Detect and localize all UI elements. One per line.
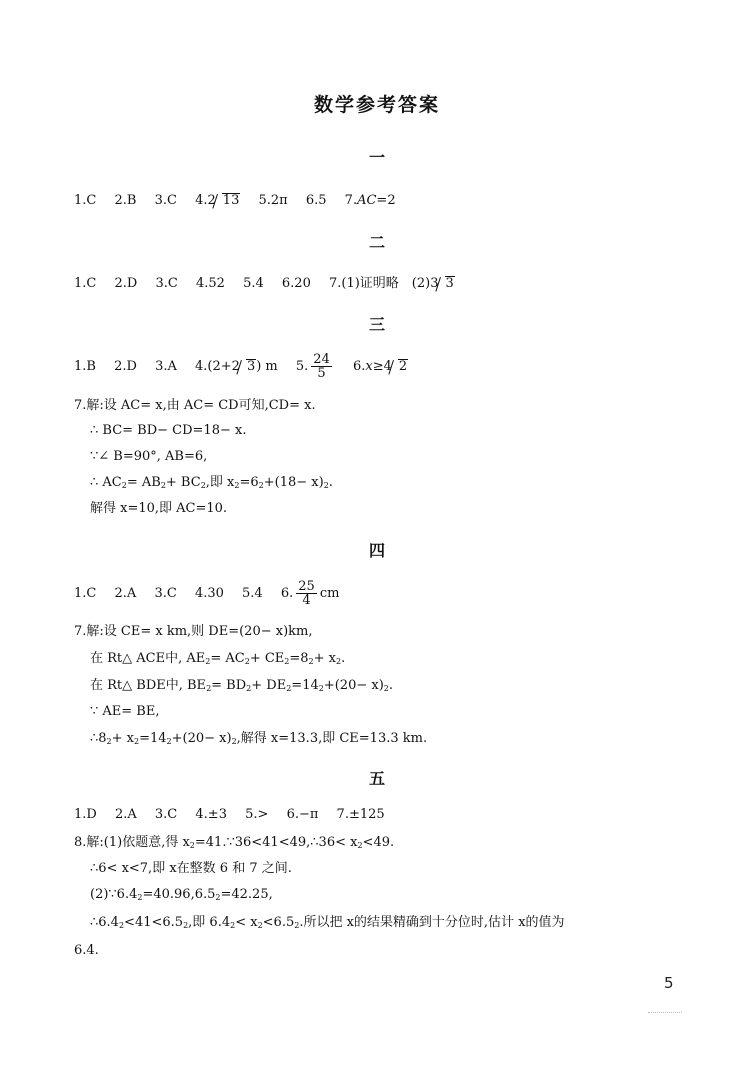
answer: 3.C xyxy=(154,807,178,822)
page-title: 数学参考答案 xyxy=(313,94,440,116)
exponent: 2 xyxy=(318,684,324,693)
answer: 5.> xyxy=(245,807,269,822)
exponent: 2 xyxy=(215,893,221,902)
answer: 4.30 xyxy=(194,586,224,601)
answers-line-s2 xyxy=(74,276,455,292)
radical: 3 xyxy=(246,359,256,374)
text: +(20− x) xyxy=(171,731,232,746)
text: + DE xyxy=(251,678,287,693)
solution-line: ∴ BC= BD− CD=18− x. xyxy=(90,423,247,438)
answer: 1.D xyxy=(74,807,97,822)
text: 在 Rt△ ACE中, AE xyxy=(90,651,206,666)
text: (2)∵6.4 xyxy=(90,887,138,902)
answer: 4.±3 xyxy=(195,807,227,822)
solution-line: 7.解:设 AC= x,由 AC= CD可知,CD= x. xyxy=(74,398,316,413)
exponent: 2 xyxy=(231,737,237,746)
text: ∴6.4 xyxy=(90,915,119,930)
solution-line: ∵∠ B=90°, AB=6, xyxy=(90,449,208,464)
text: + x xyxy=(313,651,336,666)
solution-line: ∵ AE= BE, xyxy=(90,704,160,719)
text: = AC xyxy=(210,651,245,666)
text: + x xyxy=(111,731,134,746)
text: = AB xyxy=(126,475,161,490)
solution-line: 6.4. xyxy=(74,943,99,958)
answers-line-s5 xyxy=(74,807,385,823)
fraction xyxy=(296,580,317,607)
text: . xyxy=(388,678,393,693)
exponent: 2 xyxy=(246,684,252,693)
answer: 3.A xyxy=(155,359,177,374)
text: =40.96,6.5 xyxy=(142,887,216,902)
answer: 2.B xyxy=(114,193,137,208)
exponent: 2 xyxy=(106,737,112,746)
numerator: 25 xyxy=(298,579,315,594)
exponent: 2 xyxy=(183,921,189,930)
answer: 6. xyxy=(352,359,366,374)
solution-line xyxy=(90,651,345,670)
answer: 7.(1)证明略 (2)3 xyxy=(328,276,439,291)
text: .所以把 x的结果精确到十分位时,估计 x的值为 xyxy=(299,915,565,930)
text: < x xyxy=(235,915,258,930)
exponent: 2 xyxy=(294,921,300,930)
solution-line xyxy=(90,731,427,750)
section-heading-5: 五 xyxy=(368,769,385,788)
radical: 13 xyxy=(222,193,240,208)
text: ∴ AC xyxy=(90,475,122,490)
answer: 3.C xyxy=(154,586,177,601)
answer: 4.2 xyxy=(195,193,216,208)
solution-line xyxy=(90,678,393,697)
exponent: 2 xyxy=(357,841,363,850)
variable: AC xyxy=(357,193,377,208)
exponent: 2 xyxy=(166,737,172,746)
variable: x xyxy=(365,359,373,374)
text: = BD xyxy=(211,678,247,693)
text: 8.解:(1)依题意,得 x xyxy=(74,835,190,850)
solution-line xyxy=(90,887,273,906)
exponent: 2 xyxy=(206,684,212,693)
text: + BC xyxy=(165,475,201,490)
exponent: 2 xyxy=(323,481,329,490)
answers-line-s1 xyxy=(74,193,396,209)
exponent: 2 xyxy=(257,921,263,930)
answer: 7. xyxy=(344,193,358,208)
text: +(20− x) xyxy=(323,678,384,693)
text: =8 xyxy=(289,651,309,666)
answer: 6.20 xyxy=(281,276,311,291)
exponent: 2 xyxy=(205,657,211,666)
answers-line-s3 xyxy=(74,353,408,380)
text: =41.∵36<41<49,∴36< x xyxy=(194,835,358,850)
section-heading-4: 四 xyxy=(368,541,385,560)
solution-line xyxy=(74,835,394,854)
answer: 1.B xyxy=(74,359,96,374)
exponent: 2 xyxy=(308,657,314,666)
exponent: 2 xyxy=(383,684,389,693)
decorative-dots xyxy=(648,1012,682,1013)
answer: =2 xyxy=(376,193,396,208)
unit: cm xyxy=(319,586,340,601)
text: <41<6.5 xyxy=(124,915,184,930)
text: . xyxy=(328,475,333,490)
answer: ) m xyxy=(256,359,278,374)
answer: 4.52 xyxy=(195,276,225,291)
fraction xyxy=(311,353,332,380)
exponent: 2 xyxy=(160,481,166,490)
text: ∴8 xyxy=(90,731,107,746)
text: + CE xyxy=(249,651,285,666)
answer: 4.(2+2 xyxy=(195,359,240,374)
answer: 3.C xyxy=(154,193,177,208)
answer: ≥4 xyxy=(372,359,392,374)
exponent: 2 xyxy=(234,481,240,490)
text: =42.25, xyxy=(220,887,273,902)
page-number: 5 xyxy=(664,974,674,992)
answer: 5.2π xyxy=(258,193,288,208)
text: =14 xyxy=(291,678,319,693)
denominator: 4 xyxy=(302,593,311,608)
answer: 5.4 xyxy=(243,276,264,291)
solution-line: 解得 x=10,即 AC=10. xyxy=(90,501,228,516)
text: =6 xyxy=(239,475,259,490)
exponent: 2 xyxy=(137,893,143,902)
section-heading-3: 三 xyxy=(368,315,385,334)
solution-line xyxy=(90,915,565,934)
exponent: 2 xyxy=(284,657,290,666)
exponent: 2 xyxy=(230,921,236,930)
answer: 5.4 xyxy=(242,586,263,601)
exponent: 2 xyxy=(134,737,140,746)
answers-line-s4 xyxy=(74,580,339,607)
answer: 5. xyxy=(295,359,309,374)
text: ,解得 x=13.3,即 CE=13.3 km. xyxy=(236,731,428,746)
answer: 7.±125 xyxy=(336,807,385,822)
solution-line xyxy=(90,475,333,494)
exponent: 2 xyxy=(258,481,264,490)
section-heading-2: 二 xyxy=(368,233,385,252)
answer: 2.D xyxy=(114,276,138,291)
answer: 1.C xyxy=(74,193,97,208)
text: ,即 x xyxy=(205,475,235,490)
exponent: 2 xyxy=(200,481,206,490)
exponent: 2 xyxy=(286,684,292,693)
denominator: 5 xyxy=(317,366,326,381)
exponent: 2 xyxy=(336,657,342,666)
answer: 1.C xyxy=(74,276,97,291)
radical: 3 xyxy=(445,276,454,291)
answer: 3.C xyxy=(155,276,178,291)
exponent: 2 xyxy=(121,481,127,490)
solution-line: ∴6< x<7,即 x在整数 6 和 7 之间. xyxy=(90,861,292,876)
text: <49. xyxy=(362,835,395,850)
text: <6.5 xyxy=(262,915,295,930)
answer: 2.D xyxy=(114,359,137,374)
answer: 2.A xyxy=(114,807,137,822)
text: . xyxy=(341,651,346,666)
text: =14 xyxy=(139,731,167,746)
answer: 6.5 xyxy=(305,193,327,208)
text: ,即 6.4 xyxy=(188,915,231,930)
answer: 6.−π xyxy=(286,807,319,822)
radical: 2 xyxy=(398,359,408,374)
exponent: 2 xyxy=(244,657,250,666)
section-heading-1: 一 xyxy=(368,148,385,167)
exponent: 2 xyxy=(118,921,125,930)
answer: 2.A xyxy=(114,586,137,601)
text: +(18− x) xyxy=(263,475,324,490)
numerator: 24 xyxy=(313,352,330,367)
exponent: 2 xyxy=(189,841,195,850)
answer: 1.C xyxy=(74,586,97,601)
solution-line: 7.解:设 CE= x km,则 DE=(20− x)km, xyxy=(74,624,313,639)
answer: 6. xyxy=(280,586,294,601)
text: 在 Rt△ BDE中, BE xyxy=(90,678,207,693)
